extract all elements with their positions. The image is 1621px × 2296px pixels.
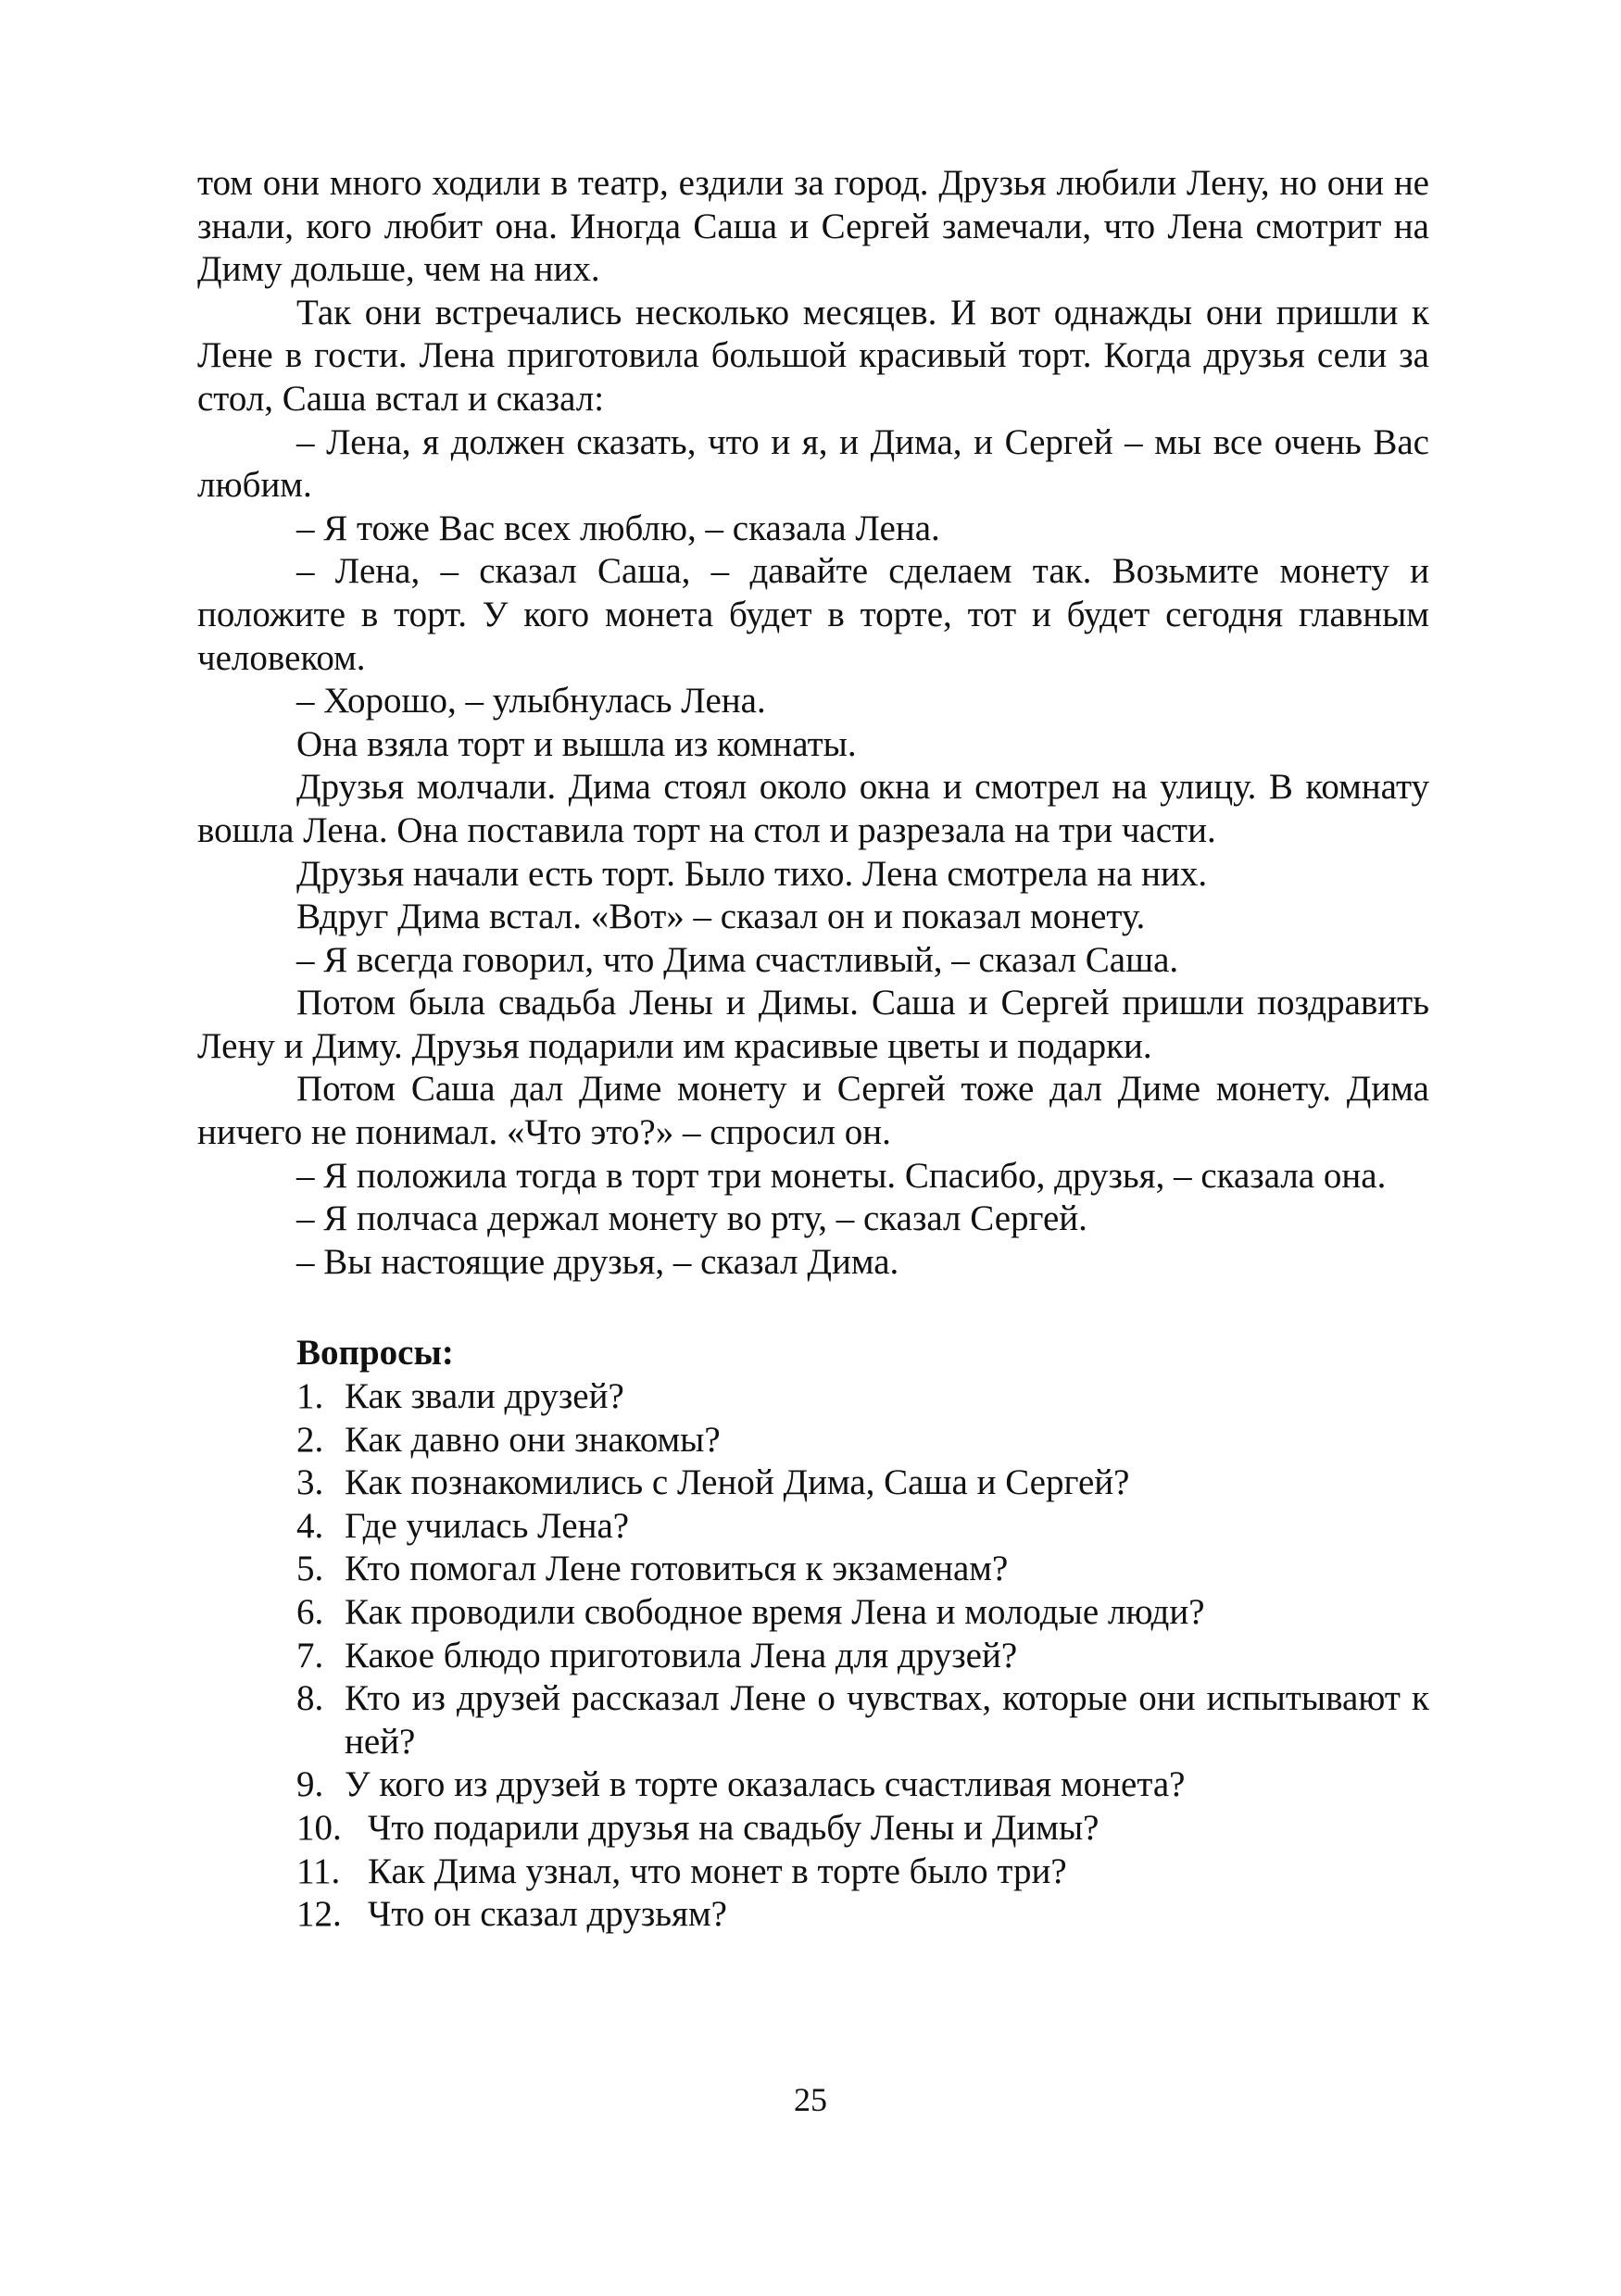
story-paragraph: Вдруг Дима встал. «Вот» – сказал он и показал монету. — [296, 897, 1146, 937]
question-text: Как проводили свободное время Лена и молодые люди? — [345, 1592, 1205, 1632]
story-paragraph: – Я полчаса держал монету во рту, – сказал Сергей. — [296, 1198, 1087, 1239]
question-text: Как познакомились с Леной Дима, Саша и Сергей? — [345, 1462, 1130, 1503]
question-text: Где училась Лена? — [345, 1505, 630, 1546]
story-paragraph: Потом Саша дал Диме монету и Сергей тоже дал Диме монету. Дима ничего не понимал. «Что это?» – спросил он. — [197, 1069, 1429, 1153]
question-item — [197, 1807, 1429, 1851]
question-text: Что подарили друзья на свадьбу Лены и Димы? — [368, 1807, 1100, 1848]
question-number: 7. — [296, 1635, 324, 1675]
question-number: 5. — [296, 1549, 324, 1589]
question-number: 11. — [296, 1851, 341, 1891]
question-text: У кого из друзей в торте оказалась счастливая монета? — [345, 1764, 1186, 1805]
question-item — [197, 1375, 1429, 1419]
story-paragraph: – Лена, я должен сказать, что и я, и Дима, и Сергей – мы все очень Вас любим. — [197, 421, 1429, 506]
page-number: 25 — [794, 2081, 827, 2118]
story-paragraph: – Хорошо, – улыбнулась Лена. — [296, 681, 766, 721]
story-text — [197, 162, 1429, 1937]
questions-heading: Вопросы: — [296, 1333, 454, 1374]
story-paragraph: – Я всегда говорил, что Дима счастливый, – сказал Саша. — [296, 939, 1179, 980]
question-text: Какое блюдо приготовила Лена для друзей? — [345, 1635, 1018, 1675]
question-item — [197, 1591, 1429, 1635]
story-paragraph: – Я положила тогда в торт три монеты. Спасибо, друзья, – сказала она. — [296, 1155, 1387, 1196]
question-text: Кто помогал Лене готовиться к экзаменам? — [345, 1549, 1009, 1589]
story-paragraph: Она взяла торт и вышла из комнаты. — [296, 723, 857, 764]
story-paragraph: Друзья начали есть торт. Было тихо. Лена смотрела на них. — [296, 853, 1208, 894]
question-number: 4. — [296, 1505, 324, 1546]
question-number: 6. — [296, 1592, 324, 1632]
question-item — [197, 1763, 1429, 1807]
question-item — [197, 1548, 1429, 1591]
question-item — [197, 1677, 1429, 1763]
question-text: Как давно они знакомы? — [345, 1419, 721, 1460]
questions-list — [197, 1375, 1429, 1937]
story-paragraph: том они много ходили в театр, ездили за город. Друзья любили Лену, но они не знали, кого любит она. Иногда Саша и Сергей замечали, что Лена смотрит на Диму дольше, чем на них. — [197, 163, 1429, 290]
question-number: 2. — [296, 1419, 324, 1460]
question-number: 12. — [296, 1894, 342, 1935]
story-paragraph: – Вы настоящие друзья, – сказал Дима. — [296, 1241, 899, 1282]
story-paragraph: Так они встречались несколько месяцев. И вот однажды они пришли к Лене в гости. Лена приготовила большой красивый торт. Когда друзья сели за стол, Саша встал и сказал: — [197, 292, 1429, 419]
question-text: Что он сказал друзьям? — [368, 1894, 727, 1935]
question-text: Как Дима узнал, что монет в торте было три? — [368, 1851, 1067, 1891]
story-paragraph: – Я тоже Вас всех люблю, – сказала Лена. — [296, 508, 940, 548]
question-number: 8. — [296, 1678, 324, 1719]
question-text: Как звали друзей? — [345, 1376, 624, 1417]
question-number: 9. — [296, 1764, 324, 1805]
question-item — [197, 1635, 1429, 1678]
question-text: Кто из друзей рассказал Лене о чувствах, которые они испытывают к ней? — [345, 1678, 1429, 1762]
question-number: 3. — [296, 1462, 324, 1503]
story-paragraph: Друзья молчали. Дима стоял около окна и смотрел на улицу. В комнату вошла Лена. Она поставила торт на стол и разрезала на три части. — [197, 767, 1429, 850]
question-item — [197, 1851, 1429, 1894]
question-item — [197, 1505, 1429, 1549]
question-number: 1. — [296, 1376, 324, 1417]
question-number: 10. — [296, 1807, 342, 1848]
question-item — [197, 1419, 1429, 1462]
question-item — [197, 1462, 1429, 1505]
story-paragraph: Потом была свадьба Лены и Димы. Саша и Сергей пришли поздравить Лену и Диму. Друзья подарили им красивые цветы и подарки. — [197, 983, 1429, 1066]
story-paragraph: – Лена, – сказал Саша, – давайте сделаем так. Возьмите монету и положите в торт. У кого монета будет в торте, тот и будет сегодня главным человеком. — [197, 551, 1429, 678]
question-item — [197, 1893, 1429, 1937]
